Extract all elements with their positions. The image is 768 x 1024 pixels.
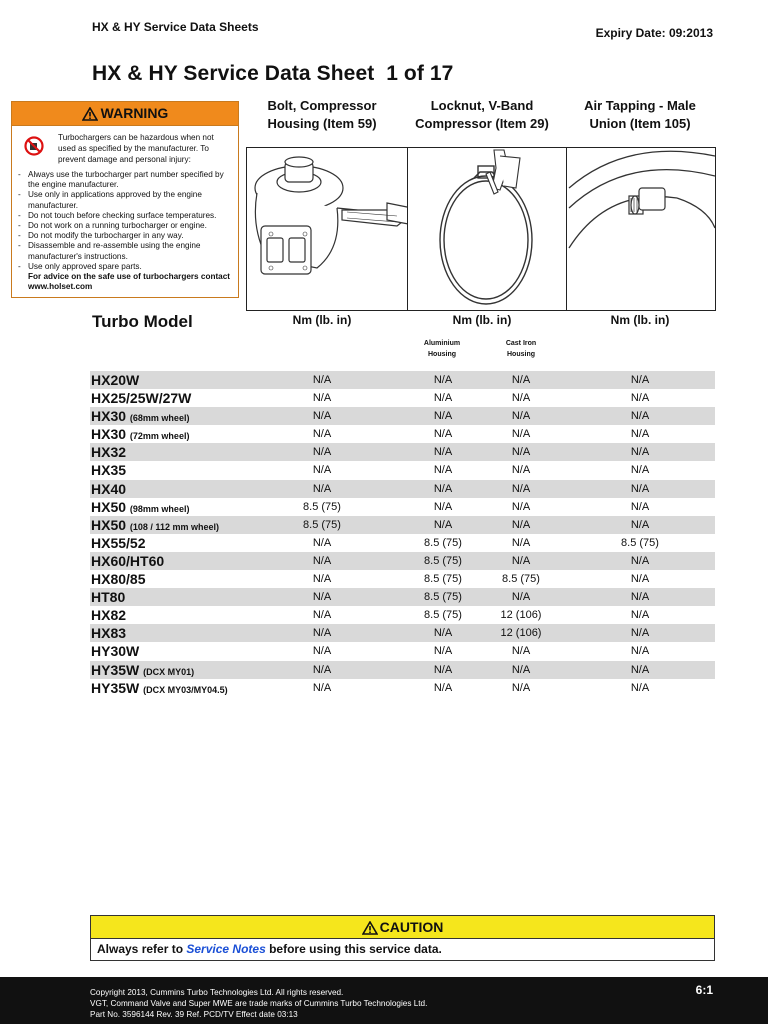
turbo-model-cell: HX32: [91, 444, 127, 461]
torque-value-alu: N/A: [433, 518, 453, 531]
torque-value-cast: N/A: [511, 500, 531, 513]
torque-value-bolt: N/A: [312, 446, 332, 459]
torque-value-air: N/A: [630, 554, 650, 567]
service-notes-link[interactable]: Service Notes: [186, 942, 266, 956]
torque-value-air: 8.5 (75): [621, 536, 659, 549]
caution-box: [90, 915, 715, 961]
table-row: [90, 407, 715, 425]
torque-value-alu: N/A: [433, 681, 453, 694]
turbo-model-cell: HT80: [91, 589, 126, 606]
torque-value-alu: N/A: [433, 482, 453, 495]
torque-value-bolt: N/A: [312, 591, 332, 604]
turbo-model-cell: HX55/52: [91, 534, 146, 551]
torque-value-alu: 8.5 (75): [424, 591, 462, 604]
table-row: [90, 498, 715, 516]
turbo-model-cell: HX82: [91, 607, 127, 624]
torque-value-cast: N/A: [511, 464, 531, 477]
torque-value-cast: N/A: [511, 645, 531, 658]
warning-item: - Do not touch before checking surface temperatures.: [18, 211, 234, 221]
expiry-date: Expiry Date: 09:2013: [595, 26, 713, 40]
torque-value-air: N/A: [630, 573, 650, 586]
turbo-model-cell: HY35W (DCX MY03/MY04.5): [91, 679, 228, 696]
table-row: [90, 516, 715, 534]
torque-value-air: N/A: [630, 410, 650, 423]
torque-value-bolt: N/A: [312, 573, 332, 586]
torque-value-air: N/A: [630, 645, 650, 658]
torque-value-alu: N/A: [433, 374, 453, 386]
torque-value-air: N/A: [630, 482, 650, 495]
torque-value-bolt: N/A: [312, 554, 332, 567]
torque-value-bolt: N/A: [312, 392, 332, 405]
torque-value-bolt: N/A: [312, 663, 332, 676]
page-number: 6:1: [695, 983, 713, 997]
subheader-aluminium-housing: Aluminium Housing: [423, 340, 461, 358]
torque-value-cast: 12 (106): [500, 609, 542, 622]
no-touch-icon: [24, 136, 44, 156]
table-row: [90, 443, 715, 461]
table-row: [90, 588, 715, 606]
turbo-model-cell: HX35: [91, 462, 127, 479]
footer: [0, 977, 768, 1024]
torque-value-air: N/A: [630, 446, 650, 459]
model-variant-note: (68mm wheel): [129, 413, 190, 424]
torque-value-cast: N/A: [511, 663, 531, 676]
torque-value-bolt: 8.5 (75): [303, 518, 341, 531]
air-tapping-union-illustration: [566, 147, 716, 311]
warning-footer: For advice on the safe use of turbochargers contact www.holset.com: [28, 272, 231, 292]
table-row: [90, 661, 715, 679]
torque-value-cast: N/A: [511, 410, 531, 423]
caution-heading: CAUTION: [379, 919, 444, 935]
torque-value-alu: 8.5 (75): [424, 573, 462, 586]
warning-item: - Disassemble and re-assemble using the engine manufacturer's instructions.: [18, 241, 234, 261]
model-variant-note: (108 / 112 mm wheel): [129, 521, 219, 532]
header-doc-title: HX & HY Service Data Sheets: [92, 20, 259, 34]
torque-value-cast: N/A: [511, 681, 531, 694]
warning-heading: WARNING: [100, 105, 169, 121]
table-row: [90, 679, 715, 697]
turbo-model-cell: HX80/85: [91, 571, 146, 588]
torque-value-alu: N/A: [433, 663, 453, 676]
table-row: [90, 461, 715, 479]
turbocharger-illustration: [246, 147, 428, 311]
torque-value-alu: N/A: [433, 500, 453, 513]
table-row: [90, 389, 715, 407]
torque-value-bolt: N/A: [312, 464, 332, 477]
torque-value-cast: N/A: [511, 536, 531, 549]
column-header-locknut: Locknut, V-Band Compressor (Item 29): [415, 98, 549, 131]
torque-value-alu: N/A: [433, 446, 453, 459]
torque-value-cast: N/A: [511, 554, 531, 567]
torque-value-bolt: N/A: [312, 681, 332, 694]
torque-value-air: N/A: [630, 500, 650, 513]
torque-value-bolt: 8.5 (75): [303, 500, 341, 513]
torque-value-alu: 8.5 (75): [424, 554, 462, 567]
torque-value-cast: N/A: [511, 482, 531, 495]
torque-value-bolt: N/A: [312, 410, 332, 423]
warning-item: - Do not modify the turbocharger in any way.: [18, 231, 234, 241]
torque-value-alu: N/A: [433, 645, 453, 658]
warning-intro: Turbochargers can be hazardous when not used as specified by the manufacturer. To prevent damage and personal injury:: [58, 133, 214, 164]
turbo-model-cell: HX30 (68mm wheel): [91, 408, 190, 425]
warning-item: - Always use the turbocharger part number specified by the engine manufacturer.: [18, 170, 234, 190]
table-row: [90, 570, 715, 588]
torque-value-alu: N/A: [433, 410, 453, 423]
warning-header: [12, 102, 238, 126]
table-row: [90, 371, 715, 389]
torque-value-cast: N/A: [511, 591, 531, 604]
torque-value-bolt: N/A: [312, 428, 332, 441]
unit-label-air-tapping: Nm (lb. in): [610, 313, 670, 327]
torque-value-bolt: N/A: [312, 374, 332, 386]
torque-value-cast: N/A: [511, 374, 531, 386]
table-row: [90, 624, 715, 642]
turbo-model-cell: HX83: [91, 625, 127, 642]
caution-header: [91, 916, 714, 939]
subheader-cast-iron-housing: Cast Iron Housing: [505, 340, 537, 358]
torque-value-bolt: N/A: [312, 609, 332, 622]
torque-value-cast: 12 (106): [500, 627, 542, 640]
turbo-model-header: Turbo Model: [92, 312, 193, 331]
turbo-model-cell: HX60/HT60: [91, 552, 165, 569]
torque-value-air: N/A: [630, 627, 650, 640]
table-row: [90, 534, 715, 552]
turbo-model-cell: HX40: [91, 480, 127, 497]
model-variant-note: (DCX MY03/MY04.5): [143, 684, 228, 695]
turbo-model-cell: HX30 (72mm wheel): [91, 426, 190, 443]
torque-value-cast: N/A: [511, 518, 531, 531]
column-header-bolt: Bolt, Compressor Housing (Item 59): [267, 98, 377, 131]
torque-value-alu: 8.5 (75): [424, 609, 462, 622]
torque-value-air: N/A: [630, 609, 650, 622]
unit-label-locknut: Nm (lb. in): [452, 313, 512, 327]
torque-value-bolt: N/A: [312, 645, 332, 658]
warning-box: [11, 101, 239, 298]
table-row: [90, 642, 715, 660]
table-row: [90, 425, 715, 443]
torque-value-air: N/A: [630, 428, 650, 441]
model-variant-note: (72mm wheel): [129, 431, 190, 442]
caution-triangle-icon: [362, 919, 378, 941]
warning-item: - Do not work on a running turbocharger or engine.: [18, 221, 234, 231]
torque-value-air: N/A: [630, 591, 650, 604]
torque-value-bolt: N/A: [312, 627, 332, 640]
warning-item: - Use only in applications approved by the engine manufacturer.: [18, 190, 234, 210]
footer-legal: Copyright 2013, Cummins Turbo Technologies Ltd. All rights reserved. VGT, Command Valve and Super MWE are trade marks of Cummins Turbo Technologies Ltd. Part No. 3596144 Rev. 39 Ref. PCD/TV Effect date 03:13: [90, 988, 428, 1019]
torque-value-cast: N/A: [511, 428, 531, 441]
torque-value-air: N/A: [630, 392, 650, 405]
torque-value-alu: N/A: [433, 464, 453, 477]
turbo-model-cell: HX25/25W/27W: [91, 390, 192, 407]
turbo-model-cell: HY30W: [91, 643, 140, 660]
torque-value-cast: 8.5 (75): [502, 573, 540, 586]
torque-value-air: N/A: [630, 681, 650, 694]
torque-value-air: N/A: [630, 374, 650, 386]
turbo-model-cell: HY35W (DCX MY01): [91, 661, 195, 678]
torque-value-alu: N/A: [433, 428, 453, 441]
torque-value-alu: N/A: [433, 392, 453, 405]
caution-text: Always refer to Service Notes before using this service data.: [97, 942, 442, 956]
torque-value-alu: N/A: [433, 627, 453, 640]
torque-value-bolt: N/A: [312, 482, 332, 495]
torque-value-air: N/A: [630, 464, 650, 477]
turbo-model-cell: HX20W: [91, 372, 140, 388]
warning-list: [18, 170, 234, 272]
turbo-model-cell: HX50 (98mm wheel): [91, 498, 190, 515]
table-row: [90, 606, 715, 624]
table-row: [90, 552, 715, 570]
turbo-model-cell: HX50 (108 / 112 mm wheel): [91, 516, 219, 533]
torque-table: [90, 371, 715, 697]
warning-item: - Use only approved spare parts.: [18, 262, 234, 272]
torque-value-cast: N/A: [511, 392, 531, 405]
v-band-clamp-illustration: [407, 147, 589, 311]
torque-value-air: N/A: [630, 518, 650, 531]
torque-value-air: N/A: [630, 663, 650, 676]
model-variant-note: (98mm wheel): [129, 503, 190, 514]
unit-label-bolt: Nm (lb. in): [292, 313, 352, 327]
column-header-air-tapping: Air Tapping - Male Union (Item 105): [584, 98, 696, 131]
warning-triangle-icon: [82, 105, 98, 128]
torque-value-cast: N/A: [511, 446, 531, 459]
table-row: [90, 480, 715, 498]
model-variant-note: (DCX MY01): [143, 666, 195, 677]
torque-value-alu: 8.5 (75): [424, 536, 462, 549]
torque-value-bolt: N/A: [312, 536, 332, 549]
page-title: HX & HY Service Data Sheet 1 of 17: [92, 62, 454, 85]
